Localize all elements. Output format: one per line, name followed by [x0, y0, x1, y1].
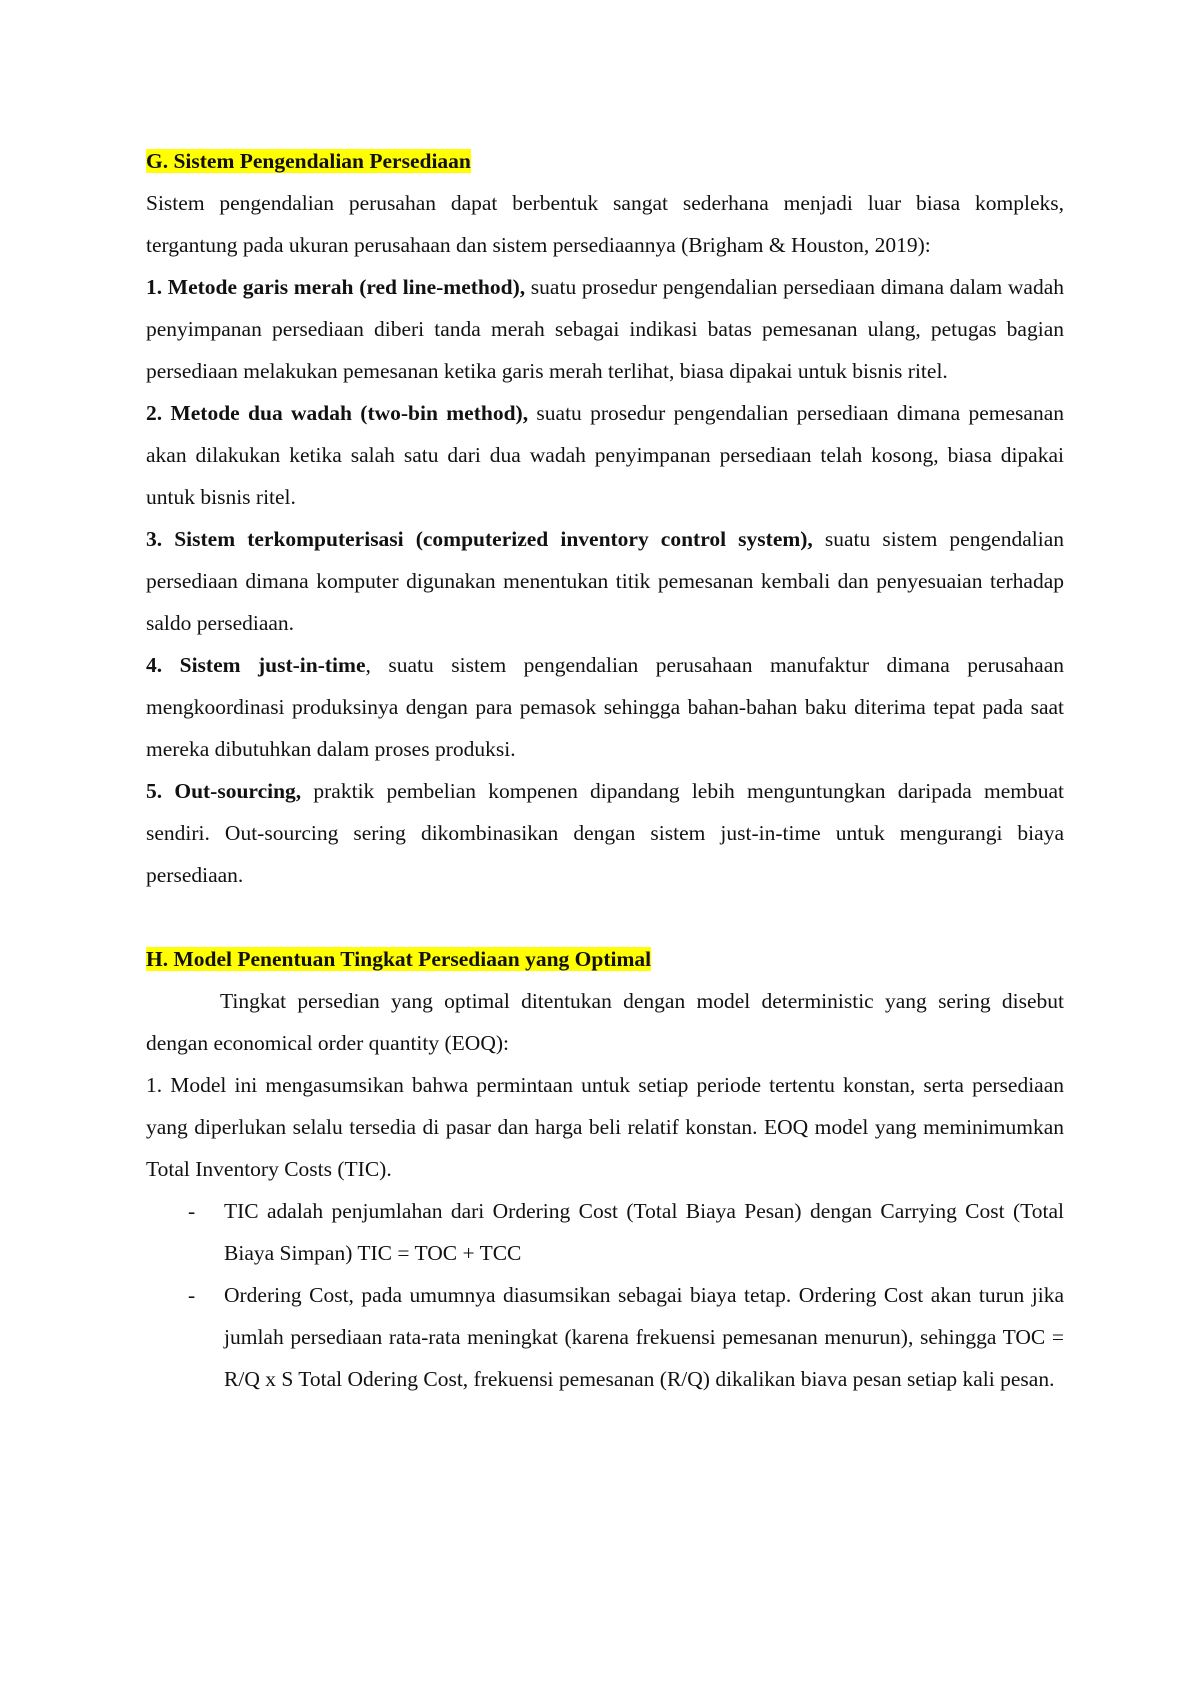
dash-list-item	[146, 1190, 1064, 1274]
section-h-intro: Tingkat persedian yang optimal ditentukan dengan model deterministic yang sering disebut dengan economical order quantity (EOQ):	[146, 989, 1064, 1055]
dash-list	[146, 1190, 1064, 1400]
dash-list-item-text: TIC adalah penjumlahan dari Ordering Cost (Total Biaya Pesan) dengan Carrying Cost (Total Biaya Simpan) TIC = TOC + TCC	[224, 1199, 1064, 1265]
section-g-intro: Sistem pengendalian perusahan dapat berbentuk sangat sederhana menjadi luar biasa kompleks, tergantung pada ukuran perusahaan dan sistem persediaannya (Brigham & Houston, 2019):	[146, 191, 1064, 257]
list-item	[146, 266, 1064, 392]
list-item-term: 2. Metode dua wadah (two-bin method),	[146, 401, 529, 425]
list-item	[146, 644, 1064, 770]
list-item	[146, 518, 1064, 644]
list-item	[146, 392, 1064, 518]
section-g-heading	[146, 140, 1064, 182]
list-item-term: 3. Sistem terkomputerisasi (computerized inventory control system),	[146, 527, 813, 551]
section-h-point-1: 1. Model ini mengasumsikan bahwa permintaan untuk setiap periode tertentu konstan, serta persediaan yang diperlukan selalu tersedia di pasar dan harga beli relatif konstan. EOQ model yang meminimumkan Total Inventory Costs (TIC).	[146, 1073, 1064, 1181]
dash-bullet: -	[188, 1199, 196, 1223]
dash-list-item	[146, 1274, 1064, 1400]
list-item-term: 4. Sistem just-in-time	[146, 653, 366, 677]
section-h-heading	[146, 938, 1064, 980]
list-item-text: , suatu sistem pengendalian perusahaan manufaktur dimana perusahaan mengkoordinasi produksinya dengan para pemasok sehingga bahan-bahan baku diterima tepat pada saat mereka dibutuhkan dalam proses produksi.	[146, 653, 1065, 761]
document-page	[146, 140, 1064, 1400]
dash-bullet: -	[188, 1283, 196, 1307]
list-item-text: suatu prosedur pengendalian persediaan dimana dalam wadah penyimpanan persediaan diberi tanda merah sebagai indikasi batas pemesanan ulang, petugas bagian persediaan melakukan pemesanan ketika garis merah terlihat, biasa dipakai untuk bisnis ritel.	[146, 275, 1065, 383]
section-spacer	[146, 896, 1064, 938]
list-item	[146, 770, 1064, 896]
list-item-term: 5. Out-sourcing,	[146, 779, 302, 803]
list-item-text: suatu prosedur pengendalian persediaan dimana pemesanan akan dilakukan ketika salah satu dari dua wadah penyimpanan persediaan telah kosong, biasa dipakai untuk bisnis ritel.	[146, 401, 1064, 509]
list-item-text: praktik pembelian kompenen dipandang lebih menguntungkan daripada membuat sendiri. Out-sourcing sering dikombinasikan dengan sistem just-in-time untuk mengurangi biaya persediaan.	[146, 779, 1064, 887]
section-h-heading-text: H. Model Penentuan Tingkat Persediaan yang Optimal	[146, 947, 652, 971]
dash-list-item-text: Ordering Cost, pada umumnya diasumsikan sebagai biaya tetap. Ordering Cost akan turun jika jumlah persediaan rata-rata meningkat (karena frekuensi pemesanan menurun), sehingga TOC = R/Q x S Total Odering Cost, frekuensi pemesanan (R/Q) dikalikan biava pesan setiap kali pesan.	[224, 1283, 1064, 1391]
section-g-heading-text: G. Sistem Pengendalian Persediaan	[146, 149, 471, 173]
list-item-term: 1. Metode garis merah (red line-method),	[146, 275, 526, 299]
list-item-text: suatu sistem pengendalian persediaan dimana komputer digunakan menentukan titik pemesanan kembali dan penyesuaian terhadap saldo persediaan.	[146, 527, 1064, 635]
